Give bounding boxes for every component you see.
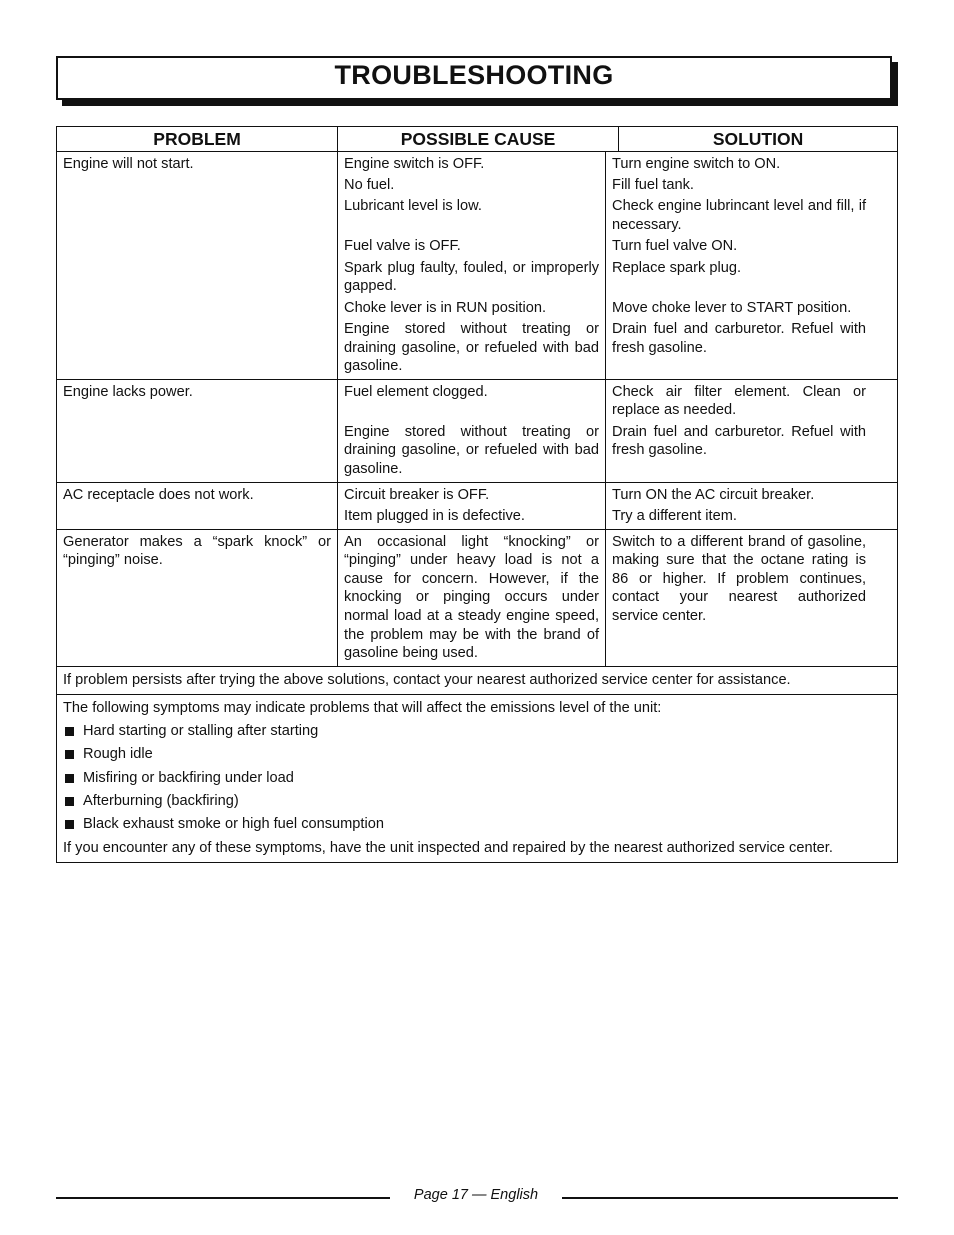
- list-item: [63, 769, 891, 788]
- table-row: [57, 151, 898, 379]
- list-item: [63, 792, 891, 811]
- page-footer: [56, 1185, 898, 1209]
- problem-text: AC receptacle does not work.: [63, 486, 254, 503]
- pairs-grid: [338, 530, 897, 666]
- header-possible-cause: POSSIBLE CAUSE: [338, 127, 619, 152]
- list-item-text: Misfiring or backfiring under load: [83, 769, 294, 786]
- solution-text: Check air filter element. Clean or replace as needed.: [612, 383, 867, 419]
- solution-text: Fill fuel tank.: [612, 176, 694, 193]
- list-item: [63, 745, 891, 764]
- header-problem: PROBLEM: [57, 127, 338, 152]
- pairs-grid: [338, 152, 897, 379]
- cause-text: Spark plug faulty, fouled, or improperly gapped.: [338, 257, 606, 297]
- solution-text: Try a different item.: [612, 507, 737, 524]
- table-row: [57, 482, 898, 529]
- page-title: TROUBLESHOOTING: [334, 60, 614, 90]
- cause-text: No fuel.: [338, 175, 606, 196]
- cause-solution-cell: [338, 482, 898, 529]
- square-bullet-icon: [65, 750, 74, 759]
- cause-text: Engine stored without treating or draining gasoline, or refueled with bad gasoline.: [338, 319, 606, 379]
- problem-text: Generator makes a “spark knock” or “pinging” noise.: [63, 533, 332, 569]
- troubleshooting-table: [56, 126, 898, 863]
- cause-text: Engine switch is OFF.: [338, 152, 606, 175]
- solution-text: Replace spark plug.: [612, 259, 742, 276]
- table-header-row: [57, 127, 898, 152]
- solution-text: Drain fuel and carburetor. Refuel with fresh gasoline.: [612, 423, 867, 459]
- cause-solution-cell: [338, 529, 898, 666]
- pairs-grid: [338, 380, 897, 482]
- problem-text: Engine lacks power.: [63, 383, 193, 400]
- cause-text: Item plugged in is defective.: [338, 506, 606, 529]
- persist-note: If problem persists after trying the above solutions, contact your nearest authorized service center for assistance.: [57, 666, 898, 695]
- list-item-text: Rough idle: [83, 746, 153, 763]
- list-item-text: Afterburning (backfiring): [83, 793, 239, 810]
- footer-language: English: [490, 1187, 539, 1203]
- emissions-outro: If you encounter any of these symptoms, have the unit inspected and repaired by the nearest authorized service center.: [63, 839, 833, 856]
- solution-text: Check engine lubrincant level and fill, if necessary.: [612, 198, 867, 233]
- footer-rule-right: [562, 1197, 898, 1199]
- solution-text: Turn fuel valve ON.: [612, 238, 738, 255]
- pairs-grid: [338, 483, 897, 529]
- table-row: [57, 379, 898, 482]
- footer-text: [390, 1187, 562, 1203]
- title-banner: [56, 56, 892, 100]
- solution-text: Move choke lever to START position.: [612, 299, 852, 316]
- solution-text: Turn engine switch to ON.: [612, 155, 781, 172]
- cause-solution-cell: [338, 151, 898, 379]
- table-row: [57, 529, 898, 666]
- cause-text: Fuel element clogged.: [338, 380, 606, 422]
- square-bullet-icon: [65, 797, 74, 806]
- cause-text: Fuel valve is OFF.: [338, 236, 606, 257]
- problem-text: Engine will not start.: [63, 155, 194, 172]
- square-bullet-icon: [65, 727, 74, 736]
- cause-text: Engine stored without treating or draining gasoline, or refueled with bad gasoline.: [338, 421, 606, 481]
- list-item-text: Hard starting or stalling after starting: [83, 722, 319, 739]
- cause-text: Choke lever is in RUN position.: [338, 297, 606, 318]
- footer-dash: —: [471, 1187, 487, 1203]
- page-number: Page 17: [413, 1187, 468, 1203]
- square-bullet-icon: [65, 820, 74, 829]
- header-solution: SOLUTION: [619, 127, 898, 152]
- cause-text: An occasional light “knocking” or “pinging” under heavy load is not a cause for concern. However, if the knocking or pinging occurs under normal load at a steady engine speed, the problem may be with the brand of gasoline being used.: [338, 530, 606, 666]
- cause-solution-cell: [338, 379, 898, 482]
- problem-cell: [57, 379, 338, 482]
- persist-note-row: [57, 666, 898, 695]
- problem-cell: [57, 482, 338, 529]
- emissions-list: [63, 722, 891, 834]
- emissions-row: [57, 695, 898, 863]
- solution-text: Drain fuel and carburetor. Refuel with fresh gasoline.: [612, 321, 867, 356]
- solution-text: Switch to a different brand of gasoline, making sure that the octane rating is 86 or higher. If problem continues, contact your nearest authorized service center.: [612, 533, 867, 624]
- problem-cell: [57, 151, 338, 379]
- list-item: [63, 815, 891, 834]
- cause-text: Lubricant level is low.: [338, 196, 606, 236]
- footer-rule-left: [56, 1197, 390, 1199]
- solution-text: Turn ON the AC circuit breaker.: [612, 486, 815, 503]
- emissions-intro: The following symptoms may indicate problems that will affect the emissions level of the unit:: [63, 700, 662, 717]
- emissions-section: [57, 695, 898, 863]
- title-box: [56, 56, 892, 100]
- list-item-text: Black exhaust smoke or high fuel consumption: [83, 816, 384, 833]
- problem-cell: [57, 529, 338, 666]
- cause-text: Circuit breaker is OFF.: [338, 483, 606, 506]
- list-item: [63, 722, 891, 741]
- square-bullet-icon: [65, 774, 74, 783]
